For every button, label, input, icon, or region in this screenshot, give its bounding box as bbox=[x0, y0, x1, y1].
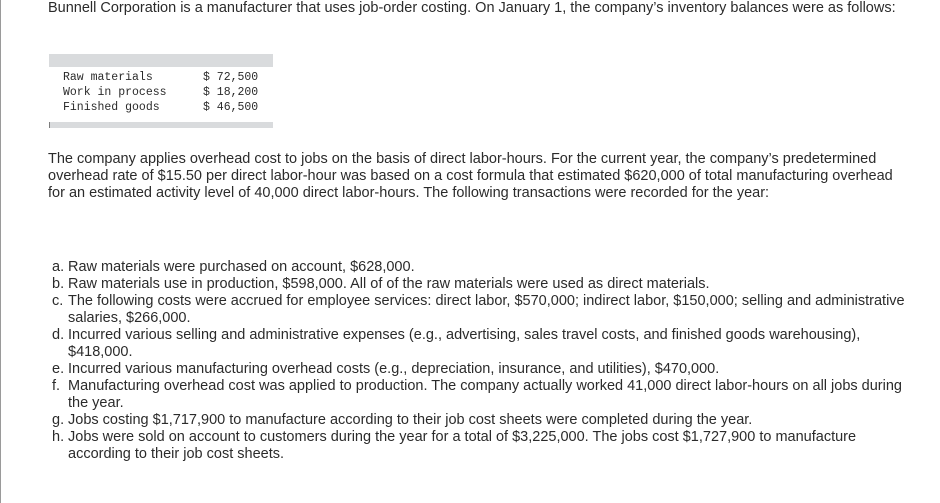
inventory-value: $ 18,200 bbox=[203, 86, 259, 99]
inventory-balances-table bbox=[49, 54, 273, 128]
list-item bbox=[52, 327, 912, 361]
list-item-letter: c. bbox=[52, 293, 64, 309]
list-item-letter: h. bbox=[52, 429, 65, 445]
table-footer-edge bbox=[49, 122, 50, 128]
list-item-letter: g. bbox=[52, 412, 65, 428]
overhead-paragraph: The company applies overhead cost to jobs on the basis of direct labor-hours. For the current year, the company’s predetermined overhead rate of $15.50 per direct labor-hour was based on a cost formula that estimated $620,000 of total manufacturing overhead for an estimated activity level of 40,000 direct labor-hours. The following transactions were recorded for the year: bbox=[48, 151, 893, 201]
list-item-text: Incurred various selling and administrative expenses (e.g., advertising, sales travel costs, and finished goods warehousing), $418,000. bbox=[68, 327, 861, 360]
page-left-border bbox=[0, 0, 1, 503]
list-item bbox=[52, 429, 912, 463]
list-item bbox=[52, 412, 912, 429]
list-item-letter: f. bbox=[52, 378, 61, 394]
list-item-text: Manufacturing overhead cost was applied to production. The company actually worked 41,000 direct labor-hours on all jobs during the year. bbox=[68, 378, 902, 411]
inventory-value: $ 46,500 bbox=[203, 101, 259, 114]
inventory-label: Work in process bbox=[63, 86, 167, 99]
list-item-letter: e. bbox=[52, 361, 65, 377]
inventory-row-raw-materials bbox=[63, 70, 258, 85]
list-item-text: Jobs costing $1,717,900 to manufacture according to their job cost sheets were completed during the year. bbox=[68, 412, 753, 428]
list-item-letter: a. bbox=[52, 259, 65, 275]
list-item-text: Incurred various manufacturing overhead costs (e.g., depreciation, insurance, and utilities), $470,000. bbox=[68, 361, 720, 377]
inventory-value: $ 72,500 bbox=[203, 71, 259, 84]
list-item-text: Raw materials use in production, $598,000. All of of the raw materials were used as direct materials. bbox=[68, 276, 710, 292]
list-item bbox=[52, 276, 912, 293]
inventory-label: Finished goods bbox=[63, 101, 160, 114]
table-header-bar bbox=[49, 54, 273, 67]
transactions-list bbox=[52, 259, 912, 463]
list-item bbox=[52, 259, 912, 276]
inventory-label: Raw materials bbox=[63, 71, 153, 84]
list-item bbox=[52, 378, 912, 412]
inventory-row-finished-goods bbox=[63, 100, 258, 115]
list-item-text: Jobs were sold on account to customers during the year for a total of $3,225,000. The jobs cost $1,727,900 to manufacture according to their job cost sheets. bbox=[68, 429, 857, 462]
list-item-text: The following costs were accrued for employee services: direct labor, $570,000; indirect labor, $150,000; selling and administrative salaries, $266,000. bbox=[68, 293, 905, 326]
list-item-text: Raw materials were purchased on account, $628,000. bbox=[68, 259, 415, 275]
intro-text: Bunnell Corporation is a manufacturer that uses job-order costing. On January 1, the company’s inventory balances were as follows: bbox=[48, 0, 896, 16]
table-footer-bar bbox=[49, 122, 273, 128]
inventory-table bbox=[63, 70, 258, 115]
list-item-letter: b. bbox=[52, 276, 65, 292]
list-item bbox=[52, 361, 912, 378]
list-item bbox=[52, 293, 912, 327]
inventory-row-work-in-process bbox=[63, 85, 258, 100]
list-item-letter: d. bbox=[52, 327, 65, 343]
